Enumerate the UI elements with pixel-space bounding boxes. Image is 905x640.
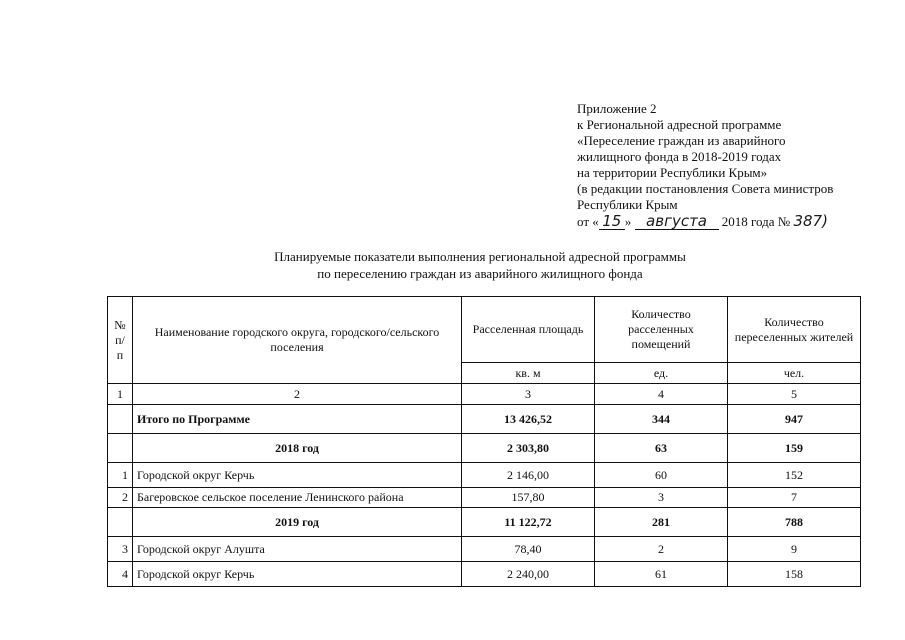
- row-rooms: 61: [595, 562, 728, 587]
- row-name: Городской округ Алушта: [133, 537, 462, 562]
- year-2019-label: 2019 год: [133, 508, 462, 537]
- resolution-date-line: от « 15 » августа 2018 года № 387): [577, 212, 828, 230]
- title-line-2: по переселению граждан из аварийного жилищного фонда: [317, 266, 643, 281]
- header-people: Количество переселенных жителей: [728, 297, 861, 363]
- row-name: Городской округ Керчь: [133, 463, 462, 488]
- header-line: на территории Республики Крым»: [577, 165, 768, 180]
- row-num: 1: [108, 463, 133, 488]
- row-people: 9: [728, 537, 861, 562]
- column-index-row: [108, 384, 861, 405]
- row-name: Городской округ Керчь: [133, 562, 462, 587]
- table-row: [108, 537, 861, 562]
- total-rooms: 344: [595, 405, 728, 434]
- header-area: Расселенная площадь: [462, 297, 595, 363]
- handwritten-number: 387: [793, 212, 823, 230]
- title-line-1: Планируемые показатели выполнения региональной адресной программы: [274, 249, 686, 264]
- unit-area: кв. м: [462, 363, 595, 384]
- handwritten-day: 15: [602, 212, 622, 230]
- index-cell: 3: [462, 384, 595, 405]
- total-area: 13 426,52: [462, 405, 595, 434]
- header-line: (в редакции постановления Совета министров: [577, 181, 834, 196]
- year-2019-area: 11 122,72: [462, 508, 595, 537]
- total-label: Итого по Программе: [133, 405, 462, 434]
- index-cell: 5: [728, 384, 861, 405]
- row-rooms: 2: [595, 537, 728, 562]
- total-row: [108, 405, 861, 434]
- header-line: жилищного фонда в 2018-2019 годах: [577, 149, 782, 164]
- row-area: 78,40: [462, 537, 595, 562]
- year-text: 2018 года №: [721, 214, 791, 229]
- table-header-row: [108, 297, 861, 363]
- row-name: Багеровское сельское поселение Ленинского района: [133, 488, 462, 508]
- header-num: № п/п: [108, 297, 133, 384]
- row-people: 7: [728, 488, 861, 508]
- index-cell: 1: [108, 384, 133, 405]
- row-num: 3: [108, 537, 133, 562]
- header-rooms: Количество расселенных помещений: [595, 297, 728, 363]
- year-2019-rooms: 281: [595, 508, 728, 537]
- appendix-header: [577, 101, 897, 230]
- unit-rooms: ед.: [595, 363, 728, 384]
- year-2018-row: [108, 434, 861, 463]
- row-area: 2 146,00: [462, 463, 595, 488]
- indicators-table: [107, 296, 861, 587]
- header-line: к Региональной адресной программе: [577, 117, 782, 132]
- document-title: [210, 248, 750, 282]
- index-cell: 4: [595, 384, 728, 405]
- row-people: 158: [728, 562, 861, 587]
- unit-people: чел.: [728, 363, 861, 384]
- row-people: 152: [728, 463, 861, 488]
- year-2018-people: 159: [728, 434, 861, 463]
- year-2019-row: [108, 508, 861, 537]
- year-2019-people: 788: [728, 508, 861, 537]
- header-line: «Переселение граждан из аварийного: [577, 133, 786, 148]
- handwritten-month: августа: [646, 212, 707, 230]
- row-num: 2: [108, 488, 133, 508]
- header-name: Наименование городского округа, городского/сельского поселения: [133, 297, 462, 384]
- table-row: [108, 463, 861, 488]
- index-cell: 2: [133, 384, 462, 405]
- total-people: 947: [728, 405, 861, 434]
- row-num: 4: [108, 562, 133, 587]
- row-area: 157,80: [462, 488, 595, 508]
- header-line: Республики Крым: [577, 197, 678, 212]
- row-rooms: 60: [595, 463, 728, 488]
- table-row: [108, 488, 861, 508]
- year-2018-label: 2018 год: [133, 434, 462, 463]
- date-prefix: от «: [577, 214, 599, 229]
- table-row: [108, 562, 861, 587]
- row-area: 2 240,00: [462, 562, 595, 587]
- year-2018-rooms: 63: [595, 434, 728, 463]
- header-line: Приложение 2: [577, 101, 657, 116]
- row-rooms: 3: [595, 488, 728, 508]
- year-2018-area: 2 303,80: [462, 434, 595, 463]
- quote-close: »: [624, 214, 632, 229]
